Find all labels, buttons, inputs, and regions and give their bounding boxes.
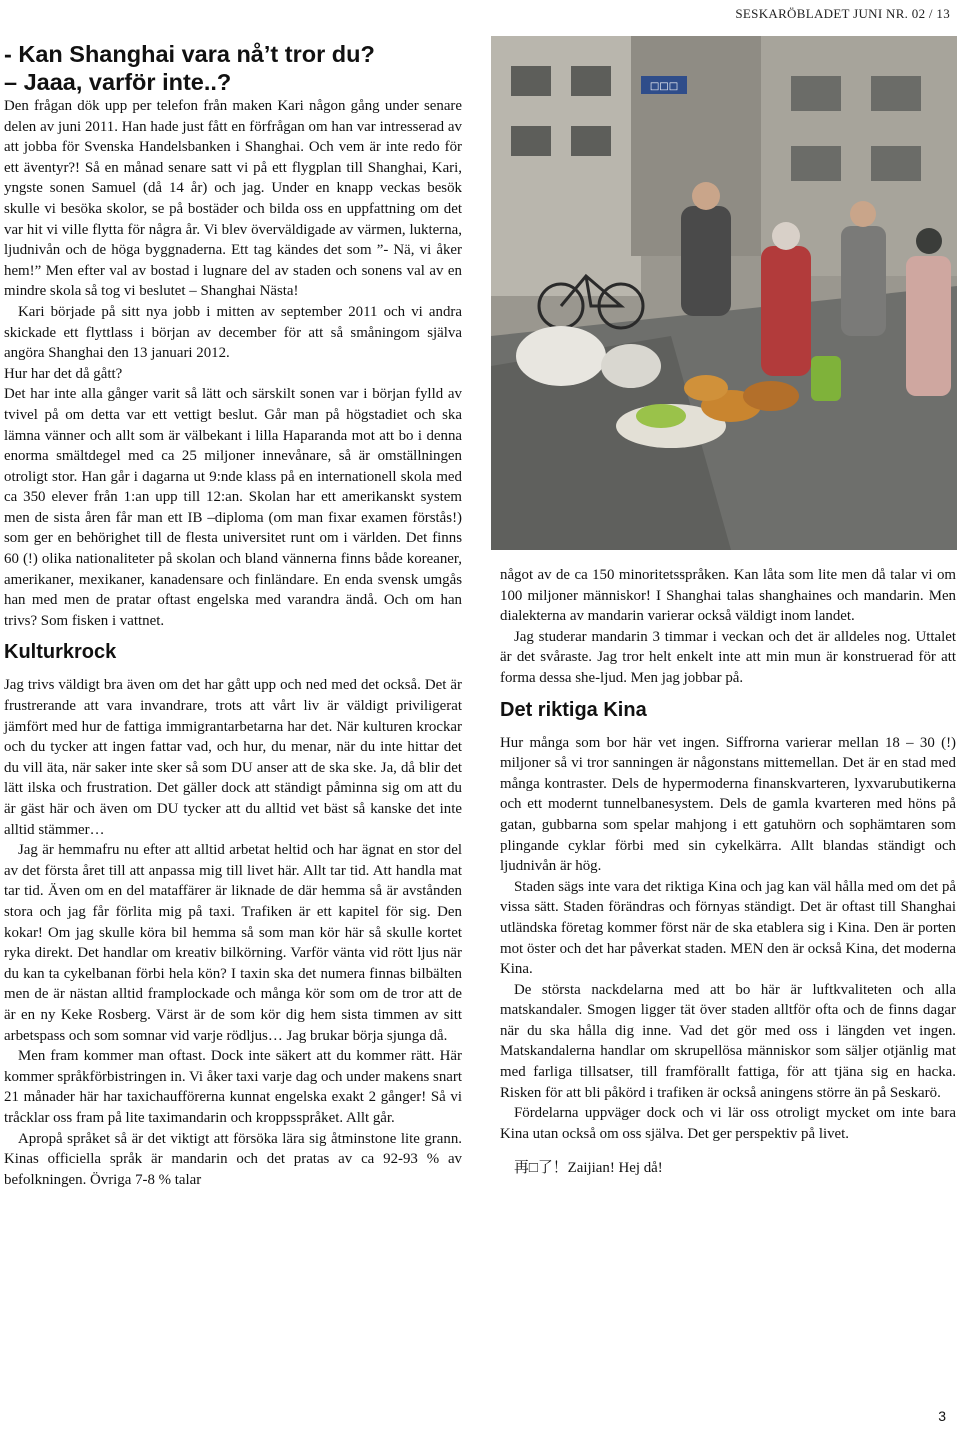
kulturkrock-paragraph-3: Men fram kommer man oftast. Dock inte säkert att du kommer rätt. Här kommer språkförbistringen in. Vi åker taxi varje dag och under makens snart 21 månader här har taxichaufförerna kunnat engelska exakt 2 gånger! Så vi tråcklar oss fram på lite taximandarin och kroppsspråket. Allt går. — [4, 1048, 462, 1126]
street-sign-text: □□□ — [649, 81, 679, 92]
right-column — [500, 565, 956, 1179]
signoff: 再□了！Zaijian! Hej då! — [514, 1160, 663, 1177]
headline-question: - Kan Shanghai vara nå’t tror du? — [4, 41, 375, 67]
riktiga-kina-paragraph-1: Hur många som bor här vet ingen. Siffrorna varierar mellan 18 – 30 (!) miljoner så vi tror sanningen är någonstans mittemellan. Det är en stad med många kontraster. Dels de hypermoderna finanskvarteren, lyxvarubutikerna och ett modernt tunnelbanesystem. Dels de gamla kvarteren med höns på gatan, gubbarna som spelar mahjong i ett gatuhörn och sophämtaren som plingande cyklar förbi med sin cykelkärra. Allt blandas ständigt och ljudnivån är hög. — [500, 734, 956, 875]
running-header: SESKARÖBLADET JUNI NR. 02 / 13 — [735, 6, 950, 21]
kulturkrock-paragraph-2: Jag är hemmafru nu efter att alltid arbetat heltid och har ägnat en stor del av det första året till att anpassa mig till livet här. Allt tar tid. Att handla mat tar tid. Även om en del mataffärer är liknade de där hemma så är avstånden stora och jag får förlita mig på taxi. Trafiken är ett kapitel för sig. Den kokar! Om jag skulle köra bil hemma så som man kör här så skulle kortet ryka direkt. Det handlar om kreativ bilkörning. Varför vänta vid rött ljus när du kan ta cykelbanan förbi hela kön? I taxin ska det numera finnas bilbälten men de är nästan alltid framplockade och många kör som om de tror att de är en ny Keke Rosberg. Värst är de som kör dig hem sista timmen av sitt arbetspass och som somnar vid varje rödljus… Jag brukar börja sjunga då. — [4, 842, 462, 1044]
page-number: 3 — [938, 1408, 946, 1424]
kulturkrock-paragraph-4: Apropå språket så är det viktigt att försöka lära sig åtminstone lite grann. Kinas officiella språk är mandarin och det pratas av ca 92-93 % av befolkningen. Övriga 7-8 % talar — [4, 1130, 462, 1188]
riktiga-kina-paragraph-2: Staden sägs inte vara det riktiga Kina och jag kan väl hålla med om det på vissa sätt. Staden förändras och förnyas ständigt. Det är oftast till Shanghai utländska företag kommer först när de ska etablera sig i Kina. Den är porten mot öster och det har påverkat staden. MEN den är också Kina, det moderna Kina. — [500, 878, 956, 978]
riktiga-kina-paragraph-4: Fördelarna uppväger dock och vi lär oss otroligt mycket om inte bara Kina utan också om oss själva. Det ger perspektiv på livet. — [500, 1105, 956, 1142]
street-scene-illustration — [491, 36, 957, 550]
street-market-photo — [491, 36, 957, 550]
left-column — [4, 40, 462, 1190]
intro-paragraph: Den frågan dök upp per telefon från maken Kari någon gång under senare delen av juni 2011. Han hade just fått en förfrågan om han var intresserad av att jobba för Svenska Handelsbanken i Shanghai. Och vem är inte redo för ett äventyr?! Så en månad senare satt vi på ett flygplan till Shanghai, Kari, yngste sonen Samuel (då 14 år) och jag. Under en knapp veckas besök skulle vi besöka skolor, se på bostäder och bilda oss en uppfattning om det var hit vi ville flytta för några år. Vi blev överväldigade av värmen, lukterna, ljudnivån och de höga byggnaderna. Ett tag kändes det som ”- Nä, vi åker hem!” Men efter val av bostad i lugnare del av staden och sonens val av en mindre skola så tog vi beslutet – Shanghai Nästa! — [4, 98, 462, 300]
son-paragraph: Det har inte alla gånger varit så lätt och särskilt sonen var i början fylld av tvivel på om detta var ett vettigt beslut. Går man på högstadiet och ska lämna vänner och allt som är välbekant i lilla Haparanda mot att bo i denna enorma smältdegel med ca 25 miljoner innevånare, så är omställningen otroligt stor. Han går i dagarna ut 9:nde klass på en internationell skola med ca 350 elever från 1:an upp till 12:an. Skolan har ett amerikanskt system men de sista åren får man ett IB –diploma (om man fixar examen förstås!) som ger en behörighet till de flesta universitet runt om i världen. Det finns 60 (!) olika nationaliteter på skolan och bland vännerna finns både koreaner, amerikaner, mexikaner, kanadensare och finländare. En enda svensk umgås han med men de pratar oftast engelska med varandra ändå. Och om han trivs? Som fisken i vattnet. — [4, 386, 462, 629]
mandarin-paragraph: Jag studerar mandarin 3 timmar i veckan och det är alldeles nog. Uttalet är det svåraste. Jag tror helt enkelt inte att min mun är konstruerad för att forma dessa she-ljud. Men jag jobbar på. — [500, 628, 956, 686]
arrival-paragraph: Kari började på sitt nya jobb i mitten av september 2011 och vi andra skickade ett flyttlass i början av december för att så småningom själva angöra Shanghai den 13 januari 2012. — [4, 303, 462, 362]
riktiga-kina-paragraph-3: De största nackdelarna med att bo här är luftkvaliteten och alla matskandaler. Smogen ligger tät över staden alltför ofta och de finns dagar när du ska hålla dig inne. Vad det gör med oss i längden vet ingen. Matskandalerna handlar om skrupellösa människor som säljer otjänlig mat med farliga tillsatser, till framförallt fattiga, för att tjäna sig en hacka. Risken för att bli påkörd i trafiken är också aningens större än på Seskarö. — [500, 981, 956, 1101]
language-paragraph: något av de ca 150 minoritetsspråken. Kan låta som lite men då talar vi om 100 miljoner människor! I Shanghai talas shanghaines och mandarin. Men dialekterna av mandarin varierar också väldigt inom landet. — [500, 567, 956, 625]
subhead-riktiga-kina: Det riktiga Kina — [500, 698, 647, 721]
question-line: Hur har det då gått? — [4, 365, 123, 382]
kulturkrock-paragraph-1: Jag trivs väldigt bra även om det har gått upp och ned med det också. Det är frustrerande att vara invandrare, trots att vårt liv är väldigt priviligerat jämfört med hur de fattiga immigrantarbetarna har det. När kulturen krockar och du tycker att ingen fattar vad, och hur, du menar, när du inte hittar det du vill äta, när saker inte sker så som DU anser att de ska ske. Ja, då blir det lätt ilska och frustration. Det gäller dock att ständigt påminna sig om att du är gäst här och även om DU tycker att du alltid vet bäst så kanske det inte alltid stämmer… — [4, 677, 462, 838]
subhead-kulturkrock: Kulturkrock — [4, 641, 117, 664]
headline-answer: – Jaaa, varför inte..? — [4, 69, 232, 95]
